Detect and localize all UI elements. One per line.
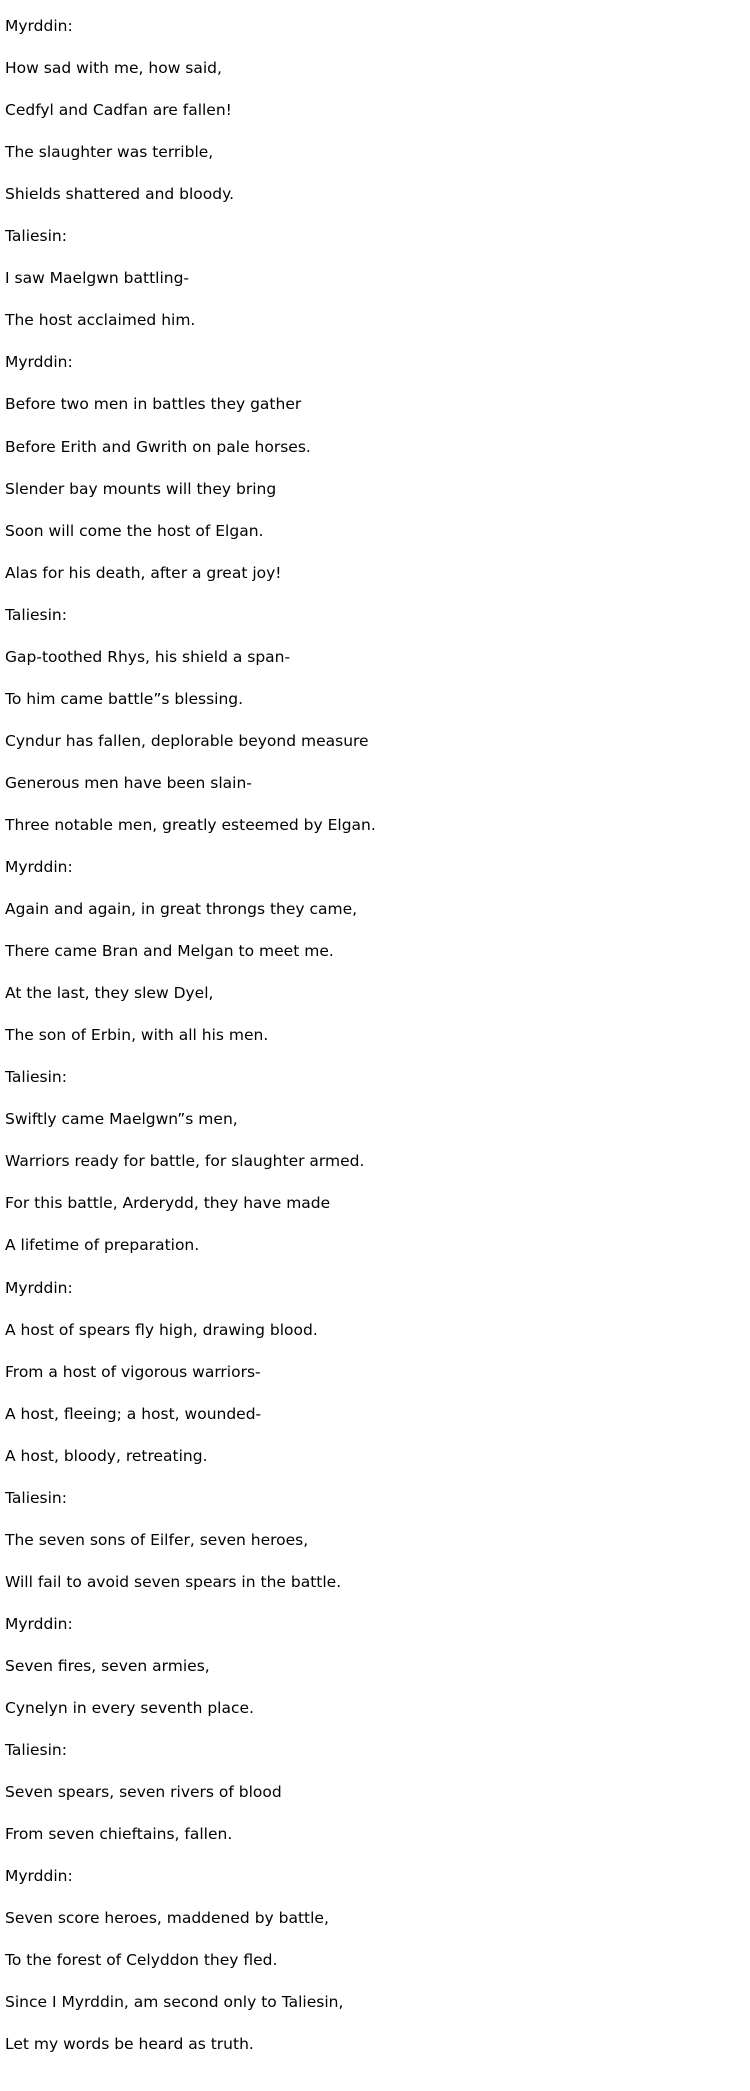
poem-line: A host of spears fly high, drawing blood.: [5, 1320, 318, 1339]
poem-line: The slaughter was terrible,: [5, 143, 214, 162]
poem-line: Again and again, in great throngs they came,: [5, 900, 358, 919]
poem-line: A host, fleeing; a host, wounded-: [5, 1404, 262, 1423]
poem-line: From seven chieftains, fallen.: [5, 1825, 233, 1844]
poem-line: Swiftly came Maelgwn”s men,: [5, 1110, 238, 1129]
poem-line: The host acclaimed him.: [5, 311, 196, 330]
poem-line: Gap-toothed Rhys, his shield a span-: [5, 647, 291, 666]
poem-line: Alas for his death, after a great joy!: [5, 563, 282, 582]
poem-line: A lifetime of preparation.: [5, 1236, 200, 1255]
poem-line: Seven spears, seven rivers of blood: [5, 1783, 282, 1802]
poem-line: From a host of vigorous warriors-: [5, 1362, 261, 1381]
poem-line: For this battle, Arderydd, they have made: [5, 1194, 331, 1213]
poem-line: At the last, they slew Dyel,: [5, 984, 214, 1003]
speaker-label: Taliesin:: [5, 227, 67, 246]
speaker-label: Taliesin:: [5, 1741, 67, 1760]
poem-line: How sad with me, how said,: [5, 59, 222, 78]
poem-line: Seven fires, seven armies,: [5, 1656, 210, 1675]
speaker-label: Myrddin:: [5, 17, 73, 35]
poem-line: To the forest of Celyddon they fled.: [5, 1951, 278, 1970]
poem-line: I saw Maelgwn battling-: [5, 269, 190, 288]
poem-line: A host, bloody, retreating.: [5, 1446, 208, 1465]
poem-line: The seven sons of Eilfer, seven heroes,: [5, 1530, 309, 1549]
speaker-label: Taliesin:: [5, 1068, 67, 1087]
speaker-label: Myrddin:: [5, 858, 73, 876]
poem-line: Slender bay mounts will they bring: [5, 479, 277, 498]
speaker-label: Myrddin:: [5, 353, 73, 372]
speaker-label: Myrddin:: [5, 1278, 73, 1297]
poem-line: Let my words be heard as truth.: [5, 2035, 254, 2054]
poem-line: Seven score heroes, maddened by battle,: [5, 1909, 329, 1928]
speaker-label: Myrddin:: [5, 1614, 73, 1633]
speaker-label: Taliesin:: [5, 605, 67, 624]
poem-line: To him came battle”s blessing.: [5, 689, 244, 708]
poem-line: Soon will come the host of Elgan.: [5, 521, 264, 540]
poem-line: Cedfyl and Cadfan are fallen!: [5, 101, 232, 120]
poem-line: Shields shattered and bloody.: [5, 185, 235, 204]
speaker-label: Taliesin:: [5, 1488, 67, 1507]
poem-line: The son of Erbin, with all his men.: [5, 1026, 269, 1045]
poem-line: Cynelyn in every seventh place.: [5, 1699, 254, 1717]
speaker-label: Myrddin:: [5, 1867, 73, 1886]
poem-line: Generous men have been slain-: [5, 773, 252, 792]
poem-line: Warriors ready for battle, for slaughter armed.: [5, 1152, 365, 1171]
poem-line: Since I Myrddin, am second only to Taliesin,: [5, 1993, 344, 2012]
poem-line: Will fail to avoid seven spears in the battle.: [5, 1572, 342, 1591]
poem-line: Before two men in battles they gather: [5, 395, 302, 414]
poem-line: Before Erith and Gwrith on pale horses.: [5, 437, 311, 456]
poem-line: Three notable men, greatly esteemed by Elgan.: [5, 815, 376, 834]
poem-line: There came Bran and Melgan to meet me.: [5, 942, 334, 961]
poem-line: Cyndur has fallen, deplorable beyond measure: [5, 731, 369, 750]
